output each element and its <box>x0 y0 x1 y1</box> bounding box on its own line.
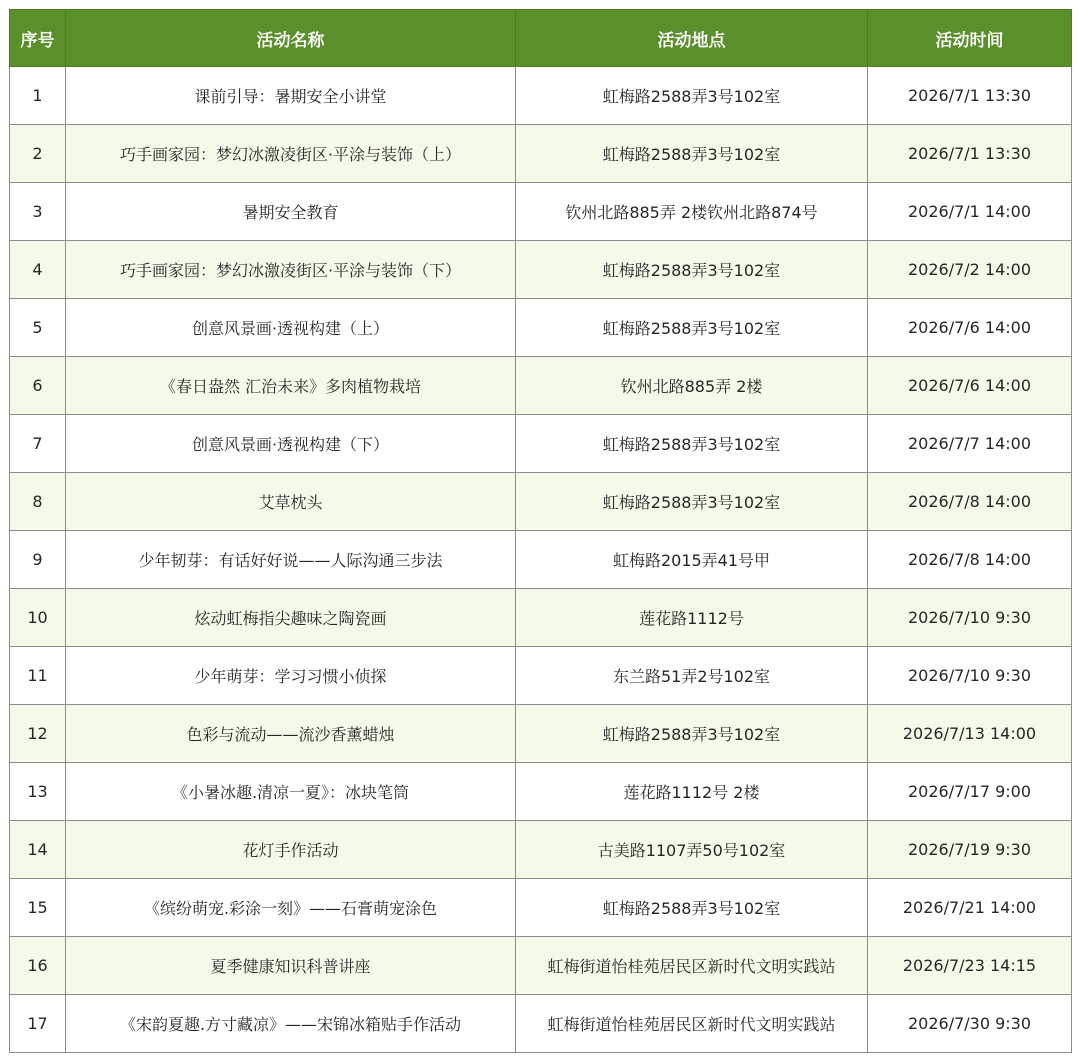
cell-location: 虹梅路2015弄41号甲 <box>516 531 868 589</box>
cell-time: 2026/7/13 14:00 <box>868 705 1072 763</box>
cell-location: 莲花路1112号 2楼 <box>516 763 868 821</box>
cell-time: 2026/7/2 14:00 <box>868 241 1072 299</box>
cell-time: 2026/7/6 14:00 <box>868 357 1072 415</box>
cell-name: 《缤纷萌宠.彩涂一刻》——石膏萌宠涂色 <box>66 879 516 937</box>
cell-no: 11 <box>10 647 66 705</box>
table-row <box>10 299 1072 357</box>
cell-time: 2026/7/8 14:00 <box>868 531 1072 589</box>
table-row <box>10 821 1072 879</box>
cell-name: 暑期安全教育 <box>66 183 516 241</box>
cell-no: 2 <box>10 125 66 183</box>
cell-location: 东兰路51弄2号102室 <box>516 647 868 705</box>
table-row <box>10 125 1072 183</box>
header-time: 活动时间 <box>868 10 1072 67</box>
cell-time: 2026/7/6 14:00 <box>868 299 1072 357</box>
cell-name: 创意风景画·透视构建（下） <box>66 415 516 473</box>
cell-location: 虹梅路2588弄3号102室 <box>516 879 868 937</box>
cell-name: 少年韧芽：有话好好说——人际沟通三步法 <box>66 531 516 589</box>
cell-no: 13 <box>10 763 66 821</box>
cell-name: 色彩与流动——流沙香薰蜡烛 <box>66 705 516 763</box>
table-row <box>10 183 1072 241</box>
cell-name: 艾草枕头 <box>66 473 516 531</box>
cell-no: 14 <box>10 821 66 879</box>
cell-name: 《宋韵夏趣.方寸藏凉》——宋锦冰箱贴手作活动 <box>66 995 516 1053</box>
cell-no: 9 <box>10 531 66 589</box>
table-row <box>10 473 1072 531</box>
cell-location: 虹梅路2588弄3号102室 <box>516 415 868 473</box>
cell-time: 2026/7/17 9:00 <box>868 763 1072 821</box>
cell-name: 《春日盎然 汇治未来》多肉植物栽培 <box>66 357 516 415</box>
cell-location: 虹梅路2588弄3号102室 <box>516 67 868 125</box>
table-row <box>10 415 1072 473</box>
cell-location: 钦州北路885弄 2楼钦州北路874号 <box>516 183 868 241</box>
cell-no: 12 <box>10 705 66 763</box>
schedule-table <box>9 9 1072 1053</box>
table-header <box>10 10 1072 67</box>
table-row <box>10 879 1072 937</box>
cell-time: 2026/7/19 9:30 <box>868 821 1072 879</box>
cell-no: 10 <box>10 589 66 647</box>
cell-location: 虹梅路2588弄3号102室 <box>516 125 868 183</box>
cell-no: 7 <box>10 415 66 473</box>
header-row <box>10 10 1072 67</box>
header-name: 活动名称 <box>66 10 516 67</box>
table-row <box>10 705 1072 763</box>
table-row <box>10 647 1072 705</box>
cell-time: 2026/7/21 14:00 <box>868 879 1072 937</box>
activity-schedule-table <box>9 9 1071 1053</box>
cell-name: 花灯手作活动 <box>66 821 516 879</box>
header-no: 序号 <box>10 10 66 67</box>
cell-no: 15 <box>10 879 66 937</box>
cell-location: 虹梅路2588弄3号102室 <box>516 705 868 763</box>
cell-location: 古美路1107弄50号102室 <box>516 821 868 879</box>
cell-no: 16 <box>10 937 66 995</box>
cell-time: 2026/7/30 9:30 <box>868 995 1072 1053</box>
cell-name: 创意风景画·透视构建（上） <box>66 299 516 357</box>
table-row <box>10 937 1072 995</box>
table-row <box>10 995 1072 1053</box>
cell-name: 巧手画家园：梦幻冰激凌街区·平涂与装饰（上） <box>66 125 516 183</box>
cell-no: 5 <box>10 299 66 357</box>
cell-location: 虹梅街道怡桂苑居民区新时代文明实践站 <box>516 937 868 995</box>
table-row <box>10 241 1072 299</box>
cell-no: 1 <box>10 67 66 125</box>
cell-time: 2026/7/1 13:30 <box>868 67 1072 125</box>
cell-location: 虹梅路2588弄3号102室 <box>516 241 868 299</box>
cell-location: 虹梅路2588弄3号102室 <box>516 473 868 531</box>
header-location: 活动地点 <box>516 10 868 67</box>
table-row <box>10 589 1072 647</box>
cell-name: 《小暑冰趣.清凉一夏》：冰块笔筒 <box>66 763 516 821</box>
cell-name: 课前引导：暑期安全小讲堂 <box>66 67 516 125</box>
cell-no: 8 <box>10 473 66 531</box>
table-body <box>10 67 1072 1053</box>
cell-time: 2026/7/23 14:15 <box>868 937 1072 995</box>
cell-location: 虹梅路2588弄3号102室 <box>516 299 868 357</box>
cell-name: 巧手画家园：梦幻冰激凌街区·平涂与装饰（下） <box>66 241 516 299</box>
cell-name: 少年萌芽：学习习惯小侦探 <box>66 647 516 705</box>
table-row <box>10 67 1072 125</box>
cell-time: 2026/7/10 9:30 <box>868 589 1072 647</box>
cell-time: 2026/7/10 9:30 <box>868 647 1072 705</box>
table-row <box>10 531 1072 589</box>
cell-location: 钦州北路885弄 2楼 <box>516 357 868 415</box>
cell-no: 3 <box>10 183 66 241</box>
cell-time: 2026/7/7 14:00 <box>868 415 1072 473</box>
cell-no: 6 <box>10 357 66 415</box>
cell-name: 夏季健康知识科普讲座 <box>66 937 516 995</box>
cell-time: 2026/7/8 14:00 <box>868 473 1072 531</box>
cell-no: 4 <box>10 241 66 299</box>
cell-time: 2026/7/1 13:30 <box>868 125 1072 183</box>
table-row <box>10 763 1072 821</box>
table-row <box>10 357 1072 415</box>
cell-time: 2026/7/1 14:00 <box>868 183 1072 241</box>
cell-name: 炫动虹梅指尖趣味之陶瓷画 <box>66 589 516 647</box>
cell-no: 17 <box>10 995 66 1053</box>
cell-location: 莲花路1112号 <box>516 589 868 647</box>
cell-location: 虹梅街道怡桂苑居民区新时代文明实践站 <box>516 995 868 1053</box>
